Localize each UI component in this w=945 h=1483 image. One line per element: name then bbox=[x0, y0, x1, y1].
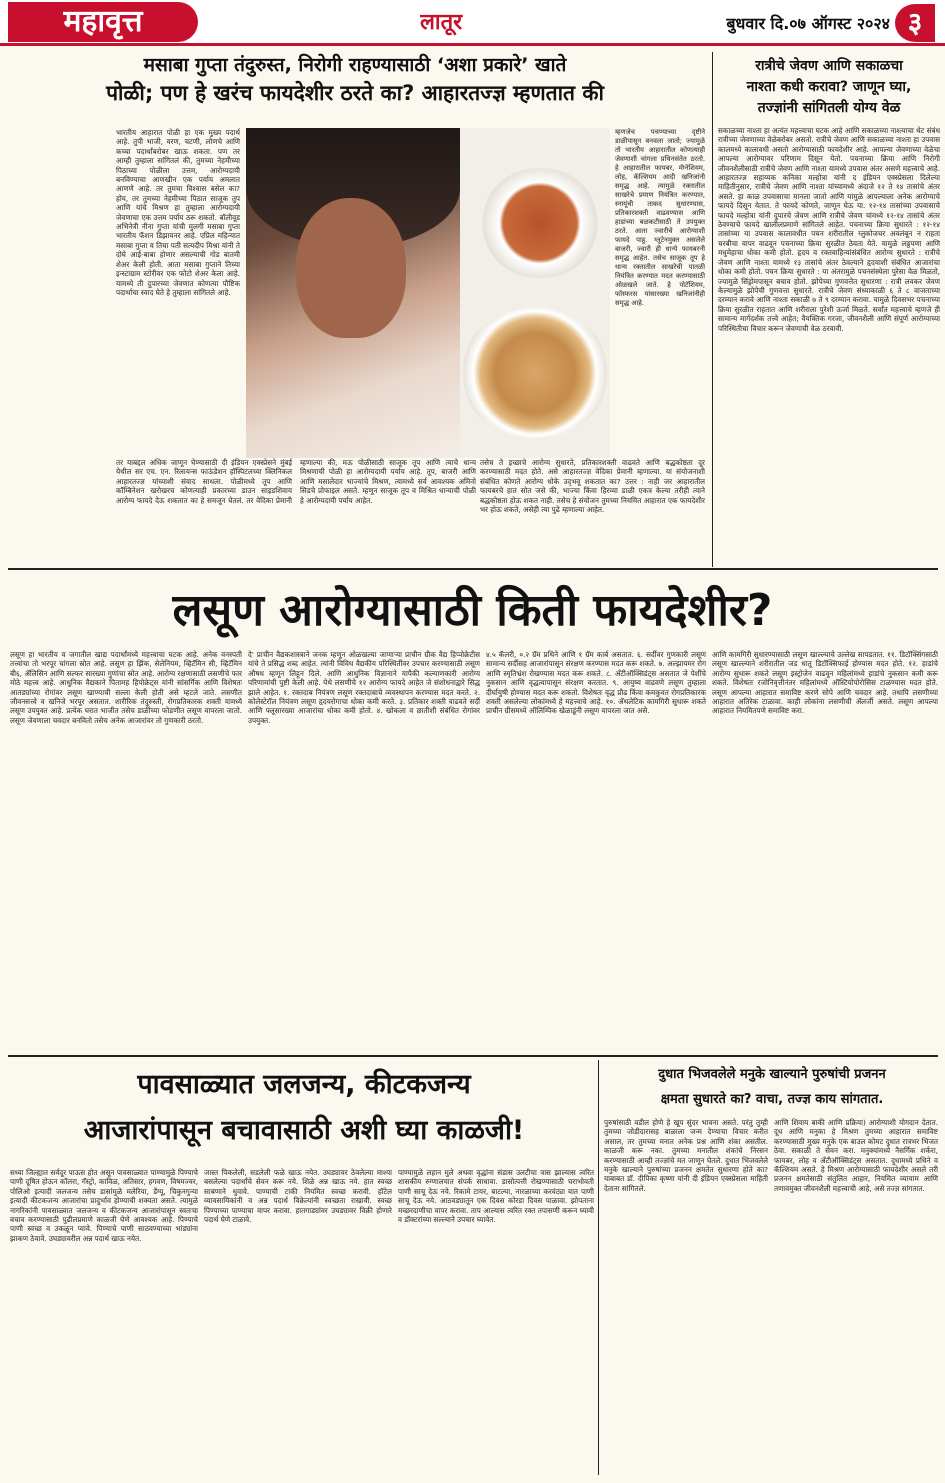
edition-city: लातूर bbox=[420, 10, 463, 35]
article5-col2: आणि शिवाय बाकी आणि प्रक्रिया) आरोग्याशी योगदान देतात. दूध आणि मनुका हे मिश्रण तुमच्या आहारात समाविष्ट करण्यासाठी मुख्य मनुके एक बाउल कोमट दुधात रात्रभर भिजत ठेवा. सकाळी ते सेवन करा. मनुक्यांमध्ये नैसर्गिक शर्करा, फायबर, लोह व अँटीऑक्सिडंट्स असतात. दुधामध्ये प्रथिने व कॅल्शियम असते. हे मिश्रण आरोग्यासाठी फायदेशीर असले तरी प्रजनन क्षमतेसाठी संतुलित आहार, नियमित व्यायाम आणि तणावमुक्त जीवनशैली महत्त्वाची आहे, असे तज्ज्ञ सांगतात. bbox=[774, 1118, 938, 1193]
article1-left-col: भारतीय आहारात पोळी हा एक मुख्य पदार्थ आहे. तुपी भाजी, वरण, चटणी, लोणचे आणि कच्चा पदार्थांबरोबर खाऊ शकता. पण तर आम्ही तुम्हाला सांगितलं की, तुमच्या नेहमीच्या पिठाच्या पोळीला उत्तम, आरोग्यदायी बनविण्याचा आणखीन एक पर्याय अमलात आणणे आहे. तर तुमचा विश्वास बसेल का? होय, तर तुमच्या नेहमीच्या पिठात साजूक तुप आणि यांचे मिश्रण हा तुम्हाला आरोग्यदायी जेवणाचा एक उत्तम पर्याय ठरू शकतो. बॉलीवूड अभिनेत्री नीना गुप्ता यांची मुलगी मसाबा गुप्ता भारतीय फॅशन डिझायनर आहे. एप्रिल महिन्यात मसाबा गुप्ता व तिचा पती सत्यदीप मिश्रा यांनी ते दोघे आई-बाबा होणार असल्याची गोड बातमी शेअर केली होती. आता मसाबा गुप्ताने तिच्या इन्स्टाग्राम स्टोरीवर एक फोटो शेअर केला आहे. यामध्ये ती दुपारच्या जेवणात कोणत्या पौष्टिक पदार्थाचा स्वाद घेते हे तुम्हाला सांगितले आहे. bbox=[116, 128, 240, 297]
column-divider bbox=[712, 52, 713, 567]
article3-title: लसूण आरोग्यासाठी किती फायदेशीर? bbox=[172, 585, 773, 636]
section-rule-1 bbox=[8, 568, 938, 570]
article1-right-col: म्हणजेच पचण्याच्या दृष्टीने डाळीपासून बनवला जातो; ज्यामुळे तो भारतीय आहारातील कोणत्याही जेवणाशी चांगला प्रथिनसंतेत ठरतो. हे आहारातील फायबर, मॅग्नेशियम, लोह, कॅल्शियम आदी खनिजांनी समृद्ध आहे. त्यामुळे रक्तातील साखरेचे प्रमाण नियंत्रित करण्यात, स्नायूंची ताकद सुधारण्यास, प्रतिकारशक्ती वाढवण्यास आणि हाडांच्या बळकटीसाठी ते उपयुक्त ठरते. आता ज्वारीचे आरोग्याशी फायदे पाहू. ग्लूटेनमुक्त असलेले बाजरी, ज्वारी ही धान्ये फायबरनी समृद्ध आहेत. तसेच साजूक तूप हे धान्य रक्तातील साखरेची पातळी नियंत्रित करण्यात मदत करण्यासाठी ओळखले जाते. हे पोटॅशियम, फॉस्फरस यांसारख्या खनिजांनीही समृद्ध आहे. bbox=[615, 128, 705, 307]
article5-title-line2: क्षमता सुधारते का? वाचा, तज्ज्ञ काय सांगतात. bbox=[660, 1092, 884, 1107]
article3-col4: आणि कामगिरी सुधारण्यासाठी लसूण खाल्ल्याचे उल्लेख सापडतात. ११. डिटॉक्सिंगसाठी लसूण खाल्ल्याने शरीरातील जड धातू डिटॉक्सिफाई होण्यास मदत होते. १२. हाडांचे आरोग्य सुधारू शकते लसूण इस्ट्रोजेन वाढवून महिलांमध्ये हाडांचे नुकसान कमी करू शकते. विशेषतः रजोनिवृत्तीनंतर महिलांमध्ये ऑस्टियोपोरोसिस टाळण्यास मदत होते. लसूण आपल्या आहारात समाविष्ट करणे सोपे आणि चवदार आहे. तथापि लसणीच्या आहारात अतिरेक टाळावा. काही लोकांना लसणीची ॲलर्जी असते. लसूण आपल्या आहारात नियमितपणे समाविष्ट करा. bbox=[712, 650, 938, 716]
article5-title bbox=[604, 1062, 940, 1114]
article4-col2: जास्त पिकलेली, सडलेली फळे खाऊ नयेत. उघड्यावर ठेवलेल्या माश्या बसलेल्या पदार्थांचे सेवन करू नये. शिळे अन्न खाऊ नये. हात स्वच्छ साबणाने धुवावे. पाण्याची टाकी नियमित स्वच्छ करावी. हॉटेल व्यावसायिकांनी व अन्न पदार्थ विक्रेत्यांनी स्वच्छता राखावी. स्वच्छ पिण्याच्या पाण्याचा वापर करावा. हातगाड्यांवर उघड्यावर विक्री होणारे पदार्थ घेणे टाळावे. bbox=[204, 1168, 392, 1225]
article1-portrait-image bbox=[246, 128, 460, 458]
article1-bottom-right: तसेच ते इच्छाचे आरोग्य सुधारते, प्रतिकारशक्ती वाढवते आणि बद्धकोष्ठता दूर करण्यासाठी मदत होते. असे आहारतज्ज्ञ वेदिका प्रेमानी म्हणाल्या. या संयोजनाशी संबंधित कोणते आरोग्य धोके उद्‌भवू शकतात का? उत्तर : नाही जर आहारातील फायबरचे हात सोत जसे की, भाज्या किंवा हिरव्या डाळी एकत्र केल्या तरीही त्याने बद्धकोष्ठता होऊ शकत नाही. तसेच हे संयोजन तुमच्या नियमित आहारात एक फायदेशीर भर होऊ शकते, असेही त्या पुढे म्हणाल्या आहेत. bbox=[480, 458, 705, 515]
article4-title-line2: आजारांपासून बचावासाठी अशी घ्या काळजी! bbox=[83, 1115, 525, 1146]
article2-title-line2: नाश्ता कधी करावा? जाणून घ्या, bbox=[746, 79, 912, 95]
page-number: ३ bbox=[895, 4, 935, 42]
article2-title-line1: रात्रीचे जेवण आणि सकाळचा bbox=[755, 58, 903, 74]
article4-title-line1: पावसाळ्यात जलजन्य, कीटकजन्य bbox=[137, 1069, 471, 1100]
section-rule-2 bbox=[8, 1055, 938, 1057]
portrait-face bbox=[296, 198, 406, 338]
article5-title-line1: दुधात भिजवलेले मनुके खाल्याने पुरुषांची प्रजनन bbox=[658, 1067, 886, 1082]
article1-bottom-text: तर याबद्दल अधिक जाणून घेण्यासाठी दी इंडियन एक्स्प्रेसने मुंबई येथील सर एच. एन. रिलायन्स फाऊंडेशन हॉस्पिटलच्या क्लिनिकल आहारतज्ज्ञ यांच्याशी संवाद साधला. पोळीमध्ये तूप आणि कॉम्बिनेशन खरोखरच कोणत्याही प्रकारच्या डाउन साइडशिवाय आरोग्य फायदे देऊ शकतात का हे समजून घेतलं. तर वेदिका प्रेमानी म्हणाल्या की, मऊ पोळीसाठी साजूक तूप आणि त्याचे धान्य मिश्रणाची पोळी हा आरोग्यदायी पर्याय आहे. तूप, बाजरी आणि आणि मसालेदार भाज्यांचे मिश्रण, त्यामध्ये सर्व आवश्यक अमिनो सिडचे प्रोफाइल असते. म्हणून साजूक तूप व मिश्रित धान्याची पोळी हे आरोग्यदायी पर्याय आहेत. bbox=[116, 458, 476, 505]
column-divider-2 bbox=[598, 1060, 599, 1475]
article1-title-line2: पोळी; पण हे खरंच फायदेशीर ठरते का? आहारतज्ज्ञ म्हणतात की bbox=[106, 81, 604, 105]
newspaper-name: महावृत्त bbox=[8, 2, 198, 42]
article3-col1: लसूण हा भारतीय व जगातील खाद्य पदार्थांमध्ये महत्त्वाचा घटक आहे. अनेक वनस्पती तत्त्वांचा तो भरपूर चांगला स्रोत आहे. लसूण हा झिंक, सेलेनियम, व्हिटॅमिन सी, व्हिटॅमिन बी६, ॲलिसिन आणि सल्फर सारख्या गुणांचा स्रोत आहे. आरोग्य रक्षणासाठी लसणीचे फार मोठे महत्त्व आहे. आधुनिक वैद्यकाने पितामह हिपोक्रेट्स यांनी सांसर्गिक आणि विशेषतः आतड्यांच्या रोगांवर लसूण खाण्याची सल्ला केली होती असे म्हटले जाते. लसणीत जीवनसत्त्वे व खनिजे भरपूर असतात. शारीरिक तंदुरुस्ती, रोगप्रतिकारक शक्ती यामध्ये लसूण उपयुक्त आहे. प्रत्येक घरात भाजीत तसेच डाळींच्या फोडणीत लसूण वापरला जातो. लसूण जेवणाला चवदार बनवितो तसेच अनेक आजारांवर तो गुणकारी ठरतो. bbox=[10, 650, 242, 725]
article3-col3: ४.५ कॅलरी, ०.२ ग्रॅम प्रथिने आणि १ ग्रॅम कार्ब असतात. ६. सर्दीवर गुणकारी लसूण सामान्य सर्दीसह आजारांपासून संरक्षण करण्यास मदत करू शकते. ७. अल्झायमर रोग आणि स्मृतिभ्रंश रोखण्यास मदत करू शकते. ८. ॲंटीऑक्सिडंट्स असतात जे पेशींचे नुकसान आणि वृद्धत्वापासून संरक्षण करतात. ९. आयुष्य वाढवणे लसूण तुम्हाला दीर्घायुषी होण्यास मदत करू शकतो. विशेषतः वृद्ध प्रौढ किंवा कमकुवत रोगप्रतिकारक शक्ती असलेल्या लोकांमध्ये हे महत्त्वाचे आहे. १०. ॲथलेटिक कामगिरी सुधारू शकते प्राचीन ग्रीसमध्ये ऑलिम्पिक खेळाडूंनी लसूण वापरला जात असे. bbox=[486, 650, 706, 716]
article2-title-line3: तज्ज्ञांनी सांगितली योग्य वेळ bbox=[757, 100, 901, 116]
issue-date: बुधवार दि.०७ ऑगस्ट २०२४ bbox=[726, 14, 890, 33]
article4-col3: पाण्यामुळे लहान मुले अथवा वृद्धांना संडास उलटीचा त्रास झाल्यास त्वरित शासकीय रुग्णालयात संपर्क साधावा. डासोत्पत्ती रोखण्यासाठी घराभोवती पाणी साचू देऊ नये. रिकामे टायर, बाटल्या, नारळाच्या करवंट्या यात पाणी साचू देऊ नये. आठवड्यातून एक दिवस कोरडा दिवस पाळावा. झोपताना मच्छरदाणीचा वापर करावा. ताप आल्यास त्वरित रक्त तपासणी करून घ्यावी व डॉक्टरांच्या सल्ल्याने उपचार घ्यावेत. bbox=[398, 1168, 594, 1225]
masthead bbox=[0, 0, 945, 46]
article1-title bbox=[10, 52, 700, 132]
article4-title bbox=[14, 1062, 594, 1162]
article1-title-line1: मसाबा गुप्ता तंदुरुस्त, निरोगी राहण्यासाठी ‘अशा प्रकारे’ खाते bbox=[143, 54, 567, 76]
roti-plate bbox=[460, 308, 610, 438]
article4-col1: सध्या जिल्ह्यात सर्वदूर पाऊस होत असून पावसाळ्यात पाण्यामुळे पिण्याचे पाणी दूषित होऊन कॉलरा, गॅस्ट्रो, काविळ, अतिसार, हगवण, विषमज्वर, पोलिओ इत्यादी जलजन्य तसेच डासांमुळे मलेरिया, डेंग्यू, चिकुनगुन्या इत्यादी कीटकजन्य आजारांचा प्रादुर्भाव होण्याची शक्यता असते. त्यामुळे नागरिकांनी पावसाळ्यात जलजन्य व कीटकजन्य आजारांपासून स्वतःचा बचाव करण्यासाठी पुढीलप्रमाणे काळजी घेणे आवश्यक आहे. पिण्याचे पाणी स्वच्छ व उकळून प्यावे. पिण्याचे पाणी साठवण्याच्या भांड्यांना झाकण ठेवावे. उघड्यावरील अन्न पदार्थ खाऊ नयेत. bbox=[10, 1168, 198, 1243]
article3-col2: दे' प्राचीन वैद्यकशास्त्राने जनक म्हणून ओळखल्या जाणाऱ्या प्राचीन ग्रीक वैद्य हिप्पोक्रेटीस यांचे ते प्रसिद्ध शब्द आहेत. त्यांनी विविध वैद्यकीय परिस्थितींवर उपचार करण्यासाठी लसूण औषध म्हणून लिहून दिले. आणि आधुनिक विज्ञानाने यापैकी कल्याणकारी आरोग्य परिणामांची पुष्टी केली आहे. येथे लसणीचे १२ आरोग्य फायदे आहेत जे संशोधनाद्वारे सिद्ध झाले आहेत. १. रक्तदाब नियंत्रण लसूण रक्तदाबाचे व्यवस्थापन करण्यास मदत करते. २. कोलेस्टेरॉल नियंत्रण लसूण हृदयरोगाचा धोका कमी करते. ३. प्रतिकार शक्ती वाढवते सर्दी आणि फ्लूसारख्या आजारांचा धोका कमी होतो. ४. खोकला व छातीशी संबंधित रोगांवर उपयुक्त. bbox=[248, 650, 480, 725]
article2-title bbox=[718, 56, 940, 124]
curry-bowl bbox=[480, 168, 600, 278]
article5-col1: पुरुषांसाठी वडील होणे हे खूप सुंदर भावना असते. परंतु तुम्ही तुमच्या जोडीदारासह बाळाला जन्म देण्याचा विचार करीत असाल, तर तुमच्या मनात अनेक प्रश्न आणि शंका असतील. काळजी करू नका. तुमच्या मनातील शंकांचे निरसन करण्यासाठी आम्ही तज्ज्ञांचे मत जाणून घेतले. दुधात भिजवलेले मनुके खाल्याने पुरुषांच्या प्रजनन क्षमतेत सुधारणा होते का? याबाबत डॉ. दीपिका कृष्णा यांनी दी इंडियन एक्स्प्रेसला माहिती देताना सांगितले. bbox=[604, 1118, 768, 1193]
article1-food-image bbox=[460, 128, 610, 458]
article2-text: सकाळच्या नाश्ता हा अत्यंत महत्त्वाचा घटक आहे आणि सकाळच्या नाश्त्याचा थेट संबंध रात्रीच्या जेवणाच्या वेळेबरोबर असतो. रात्रीचे जेवण आणि सकाळच्या नाश्ता हा उपवास कालमध्ये कालावधी असतो आरोग्यासाठी फायदेशीर आहे. आपल्या जेवणाच्या वेळेचा आपल्या आरोग्यावर परिणाम दिसून येतो. पचनाच्या क्रिया आणि निरोगी जीवनशैलीसाठी रात्रीचे जेवण आणि नाश्ता यामध्ये उपवास अंतर असणे महत्त्वाचे आहे. आहारतज्ज्ञ सहाय्यक कनिका मल्होत्रा यांनी द इंडियन एक्स्प्रेसला दिलेल्या माहितीनुसार, रात्रीचे जेवण आणि नाश्ता यांच्यामध्ये अंदाजे १२ ते १४ तासांचे अंतर असते. हा काळ उपवासाचा मानला जातो आणि यामुळे आपल्याला अनेक आरोग्याचे फायदे दिसून येतात. ते फायदे कोणते, जाणून घेऊ या. १२-१४ तासांच्या उपवासाचे फायदे मल्होत्रा यांनी दुपारचे जेवण आणि रात्रीचे जेवण यांमध्ये १२-१४ तासांचे अंतर ठेवण्याचे फायदे खालीलप्रमाणे सांगितले आहेत. पचनाच्या क्रिया सुधारते : १२-१४ तासांच्या या उपवास कालावधीत पचन शरीरातील ग्लुकोजचर अवलंबून न राहता चरबीचा वापर वाढवून पचनाच्या क्रिया सुरळीत ठेवता येते. यामुळे लठ्ठपणा आणि मधुमेहाचा धोका कमी होतो. हृदय व रक्तवाहिन्यांसंबंधित आरोग्य सुधारते : रात्रीचे जेवण आणि नाश्ता यामध्ये १३ तासांचे अंतर ठेवल्याने हृदयाशी संबंधित आजारांचा धोका कमी होतो. पचन क्रिया सुधारते : या अंतरामुळे पचनसंस्थेला पुरेसा वेळ मिळतो, ज्यामुळे सिंड्रोमपासून बचाव होतो. झोपेच्या गुणवत्तेत सुधारणा : रात्री लवकर जेवण केल्यामुळे झोपेची गुणवत्ता सुधारते. रात्रीचे जेवण संध्याकाळी ६ ते ८ वाजताच्या दरम्यान करावे आणि नाश्ता सकाळी ७ ते ९ दरम्यान करावा. यामुळे दिवसभर पचनाच्या क्रिया सुरळीत राहतात आणि शरीराला पुरेशी ऊर्जा मिळते. सर्वांत महत्त्वाचे म्हणजे ही सामान्य मार्गदर्शक तत्त्वे आहेत; वैयक्तिक गरजा, जीवनशैली आणि संपूर्ण आरोग्याच्या परिस्थितीचा विचार करून जेवणाची वेळ ठरवावी. bbox=[718, 126, 940, 333]
